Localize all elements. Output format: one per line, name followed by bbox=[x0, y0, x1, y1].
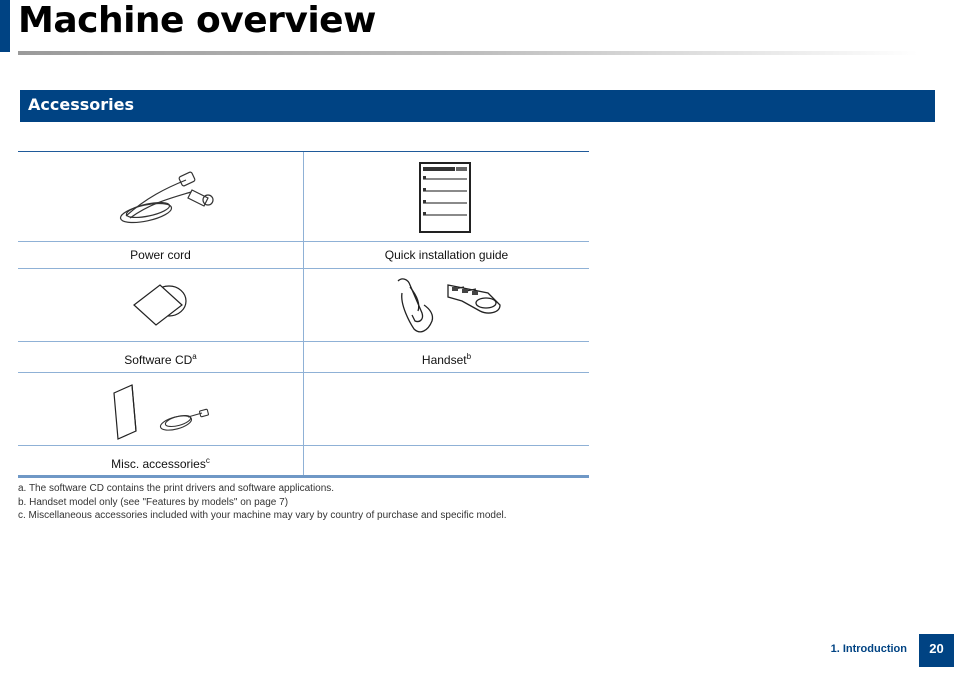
misc-accessories-label: Misc. accessories$^c$ bbox=[111, 456, 210, 471]
misc-accessories-icon bbox=[112, 383, 212, 441]
section-header bbox=[20, 90, 935, 122]
section-title: Accessories bbox=[28, 95, 134, 114]
software-cd-label: Software $CD^a$ bbox=[124, 352, 197, 367]
table-row bbox=[18, 152, 589, 242]
title-divider bbox=[18, 51, 918, 55]
footnote-marker: c bbox=[205, 456, 210, 465]
page-title: Machine overview bbox=[18, 0, 376, 41]
footnote-b: b. Handset model only (see "Features by models" on page 7) bbox=[18, 496, 289, 508]
title-accent-bar bbox=[0, 0, 10, 52]
software-cd-icon bbox=[132, 283, 192, 329]
table-row bbox=[18, 242, 589, 269]
footnotes bbox=[18, 482, 507, 523]
table-row bbox=[18, 446, 589, 478]
accessories-table bbox=[18, 151, 589, 478]
power-cord-image-cell bbox=[18, 152, 303, 241]
footnote-c: c. Miscellaneous accessories included with your machine may vary by country of purchase and specific model. bbox=[18, 510, 507, 521]
handset-icon bbox=[388, 275, 508, 337]
installation-guide-icon bbox=[418, 162, 474, 234]
installation-guide-label: Quick installation guide bbox=[303, 242, 589, 268]
table-row bbox=[18, 342, 589, 373]
footnote-a: a. The software CD contains the print drivers and software applications. bbox=[18, 483, 335, 494]
empty-label-cell bbox=[303, 446, 589, 475]
footer-chapter: 1. Introduction bbox=[830, 643, 907, 655]
power-cord-icon bbox=[116, 168, 226, 228]
page-number: 20 bbox=[919, 634, 954, 667]
guide-image-cell bbox=[303, 152, 589, 241]
footnote-marker: a bbox=[192, 352, 197, 361]
empty-image-cell bbox=[303, 373, 589, 445]
table-row bbox=[18, 269, 589, 342]
handset-label: Handset$^b$ bbox=[303, 342, 589, 372]
table-row bbox=[18, 373, 589, 446]
misc-accessories-image-cell bbox=[18, 373, 303, 445]
handset-image-cell bbox=[303, 269, 589, 341]
footnote-marker: b bbox=[466, 352, 472, 361]
power-cord-label: Power cord bbox=[130, 248, 191, 262]
software-cd-image-cell bbox=[18, 269, 303, 341]
